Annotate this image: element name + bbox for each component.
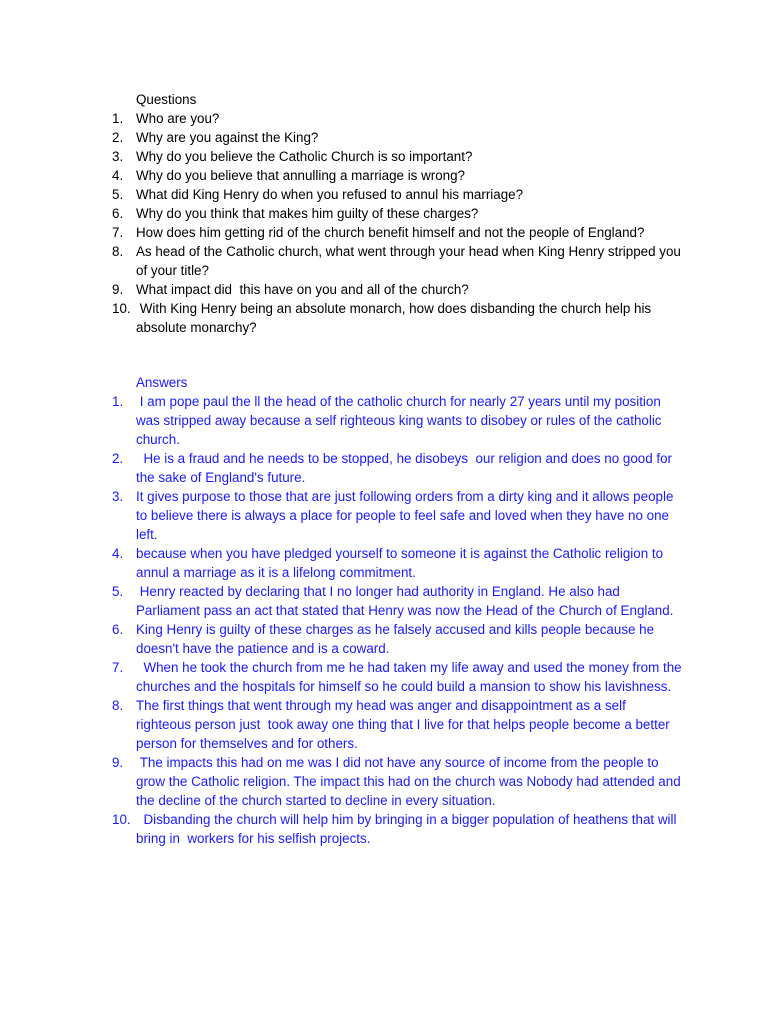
- question-item: [112, 185, 682, 204]
- question-number: 10.: [112, 301, 131, 316]
- question-text: Who are you?: [136, 111, 220, 126]
- answer-item: [112, 753, 685, 810]
- answers-heading: Answers: [136, 375, 188, 390]
- question-text: With King Henry being an absolute monarch, how does disbanding the church help his absolute monarchy?: [136, 301, 655, 335]
- question-number: 4.: [112, 168, 124, 183]
- question-item: [112, 223, 682, 242]
- questions-list: [112, 109, 685, 337]
- question-number: 3.: [112, 149, 124, 164]
- questions-section: [112, 90, 685, 337]
- question-item: [112, 147, 682, 166]
- question-number: 1.: [112, 111, 124, 126]
- answer-item: [112, 658, 686, 696]
- question-text: Why are you against the King?: [136, 130, 319, 145]
- answer-text: I am pope paul the ll the head of the catholic church for nearly 27 years until my position was stripped away because a self righteous king wants to disobey or rules of the catholic church.: [136, 394, 666, 447]
- answer-number: 8.: [112, 698, 124, 713]
- question-text: How does him getting rid of the church benefit himself and not the people of England?: [136, 225, 645, 240]
- answer-text: Disbanding the church will help him by bringing in a bigger population of heathens that will bring in workers for his selfish projects.: [136, 812, 681, 846]
- question-text: Why do you think that makes him guilty of these charges?: [136, 206, 479, 221]
- answer-number: 9.: [112, 755, 124, 770]
- answer-number: 7.: [112, 660, 124, 675]
- question-number: 8.: [112, 244, 124, 259]
- question-number: 9.: [112, 282, 124, 297]
- question-item: [112, 242, 685, 280]
- question-number: 6.: [112, 206, 124, 221]
- answer-item: [112, 810, 682, 848]
- answer-item: [112, 582, 682, 620]
- answer-item: [112, 487, 682, 544]
- answer-number: 1.: [112, 394, 124, 409]
- answer-text: It gives purpose to those that are just following orders from a dirty king and it allows people to believe there is always a place for people to feel safe and loved when they have no one left.: [136, 489, 678, 542]
- question-text: What did King Henry do when you refused to annul his marriage?: [136, 187, 524, 202]
- answer-number: 6.: [112, 622, 124, 637]
- question-text: What impact did this have on you and all of the church?: [136, 282, 469, 297]
- answer-item: [112, 544, 682, 582]
- answer-item: [112, 620, 682, 658]
- question-text: As head of the Catholic church, what went through your head when King Henry stripped you of your title?: [136, 244, 685, 278]
- answer-number: 4.: [112, 546, 124, 561]
- answer-number: 5.: [112, 584, 124, 599]
- answers-section: [112, 373, 686, 848]
- answer-text: The impacts this had on me was I did not have any source of income from the people to grow the Catholic religion. The impact this had on the church was Nobody had attended and the decline of the church started to decline in every situation.: [136, 755, 685, 808]
- answer-item: [112, 696, 682, 753]
- question-text: Why do you believe that annulling a marriage is wrong?: [136, 168, 465, 183]
- answer-number: 3.: [112, 489, 124, 504]
- question-item: [112, 299, 682, 337]
- answer-text: King Henry is guilty of these charges as he falsely accused and kills people because he doesn't have the patience and is a coward.: [136, 622, 658, 656]
- question-text: Why do you believe the Catholic Church is so important?: [136, 149, 473, 164]
- question-item: [112, 109, 682, 128]
- question-number: 2.: [112, 130, 124, 145]
- question-item: [112, 128, 682, 147]
- question-item: [112, 280, 682, 299]
- answer-item: [112, 449, 682, 487]
- answer-text: He is a fraud and he needs to be stopped, he disobeys our religion and does no good for the sake of England's future.: [136, 451, 676, 485]
- answers-list: [112, 392, 686, 848]
- question-number: 5.: [112, 187, 124, 202]
- answer-text: When he took the church from me he had taken my life away and used the money from the churches and the hospitals for himself so he could build a mansion to show his lavishness.: [136, 660, 686, 694]
- answer-number: 2.: [112, 451, 124, 466]
- answer-number: 10.: [112, 812, 131, 827]
- answer-text: The first things that went through my head was anger and disappointment as a self righteous person just took away one thing that I live for that helps people become a better person for themselves and for others.: [136, 698, 674, 751]
- question-item: [112, 204, 682, 223]
- question-number: 7.: [112, 225, 124, 240]
- answer-item: [112, 392, 682, 449]
- question-item: [112, 166, 682, 185]
- answer-text: because when you have pledged yourself to someone it is against the Catholic religion to annul a marriage as it is a lifelong commitment.: [136, 546, 667, 580]
- questions-heading: Questions: [136, 92, 197, 107]
- answer-text: Henry reacted by declaring that I no longer had authority in England. He also had Parliament pass an act that stated that Henry was now the Head of the Church of England.: [136, 584, 674, 618]
